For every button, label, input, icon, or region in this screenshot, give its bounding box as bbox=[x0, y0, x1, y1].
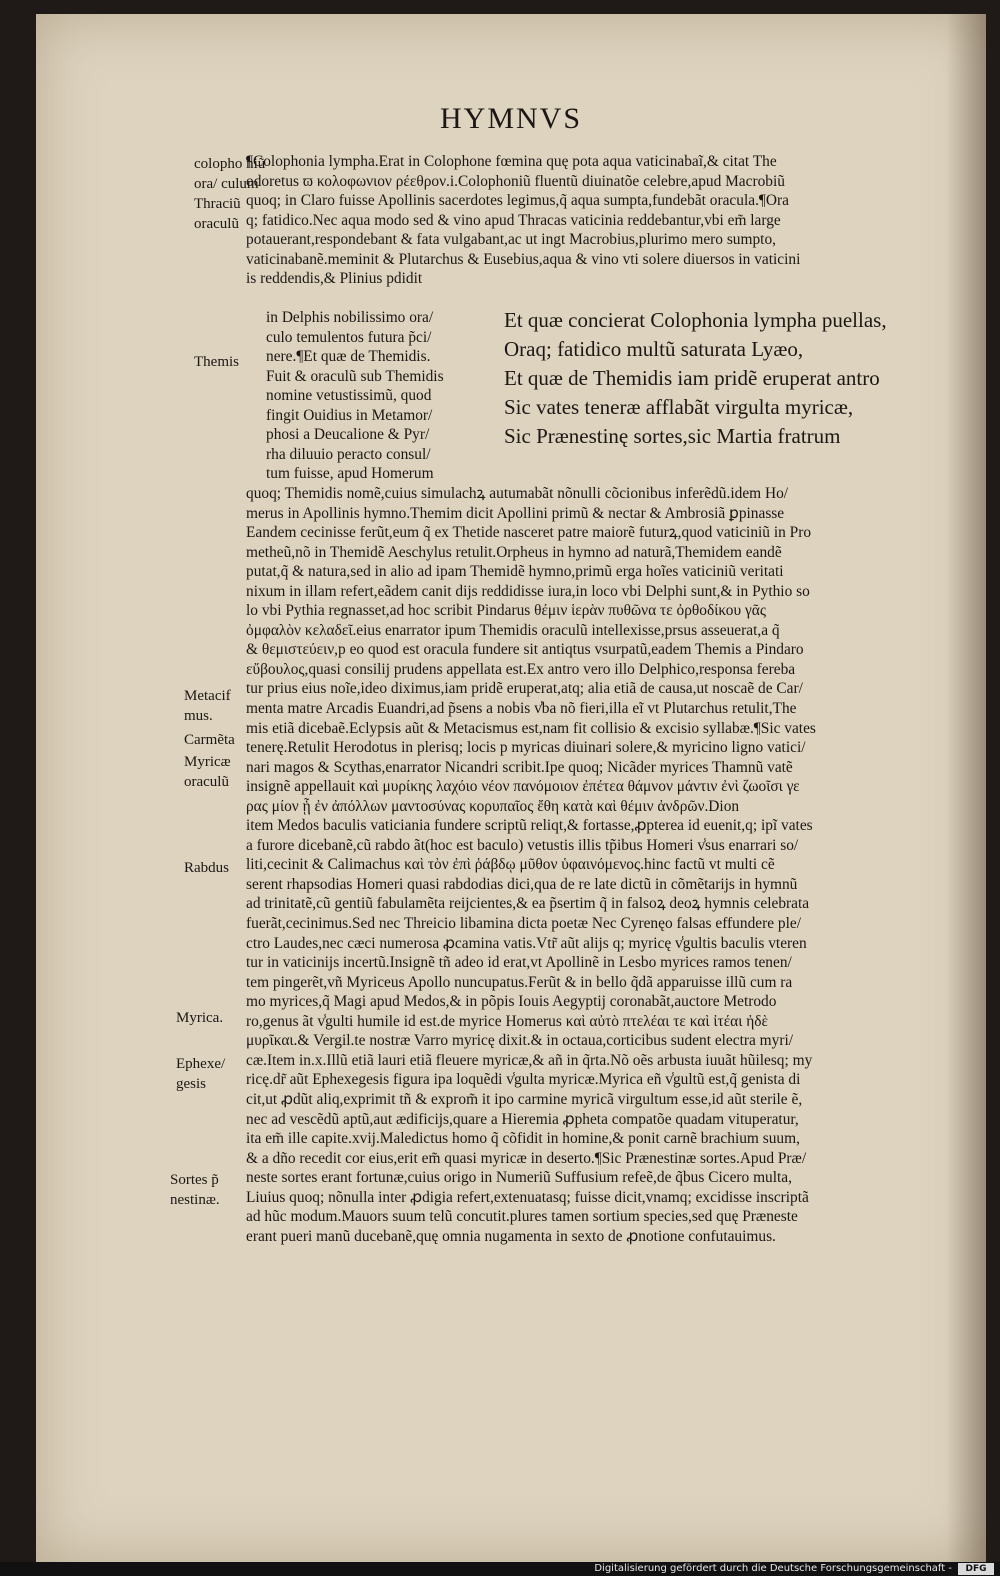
commentary-main bbox=[246, 484, 816, 1266]
commentary-line: ricę.dr̃ aũt Ephexegesis figura ipa loquẽdi v̾gulta myricæ.Myrica eñ v̾gultũ est,q̃ genista di bbox=[246, 1071, 801, 1089]
commentary-line: ¶Colophonia lympha.Erat in Colophone fœmina quę pota aqua vaticinabaĩ,& citat The bbox=[246, 153, 777, 170]
commentary-line: cæ.Item in.x.Illũ etiã lauri etiã fleuere myricæ,& añ in q̃rta.Nõ oẽs arbusta iuuãt hũilesq; my bbox=[246, 1051, 813, 1069]
gutter-shadow bbox=[946, 14, 986, 1562]
commentary-line: ad trinitatẽ,cũ gentiũ fabulamẽta reijcientes,& ea p̃sertim q̃ in falsoꝝ deoꝝ hymnis celebrata bbox=[246, 895, 810, 913]
commentary-line: vaticinabanẽ.meminit & Plutarchus & Eusebius,aqua & vino vti solere diuersos in vaticini bbox=[246, 250, 801, 268]
margin-note: Myrica. bbox=[176, 1010, 224, 1026]
margin-note: Carmẽta bbox=[184, 732, 235, 748]
commentary-line: tenerę.Retulit Herodotus in plerisq; locis p myricas diuinari solere,& myricino ligno vatici/ bbox=[246, 739, 806, 757]
commentary-line: is reddendis,& Plinius pdidit bbox=[246, 270, 423, 288]
commentary-line: q; fatidico.Nec aqua modo sed & vino apud Thracas vaticinia reddebantur,vbi em̃ large bbox=[246, 211, 781, 229]
commentary-line: ὀμφαλὸν κελαδεῖ.eius enarrator ipum Themidis oraculũ intellexisse,prsus asseuerat,a q̃ bbox=[246, 621, 780, 639]
margin-note: Myricæ oraculũ bbox=[184, 754, 231, 790]
running-head: HYMNVS bbox=[439, 102, 583, 135]
verse-line: Et quæ concierat Colophonia lympha puellas, bbox=[504, 308, 887, 332]
commentary-line: tem pingerẽt,vñ Myriceus Apollo nuncupatus.Ferũt & in bello q̃dã apparuisse illũ cum ra bbox=[246, 973, 793, 991]
commentary-line: & a dño recedit cor eius,erit em̃ quasi myricæ in deserto.¶Sic Prænestinæ sortes.Apud Præ/ bbox=[246, 1149, 807, 1167]
commentary-line: nere.¶Et quæ de Themidis. bbox=[266, 348, 431, 366]
commentary-line: in Delphis nobilissimo ora/ bbox=[266, 309, 434, 326]
commentary-line: rha diluuio peracto consul/ bbox=[266, 445, 431, 463]
margin-note: Sortes p̃ nestinæ. bbox=[170, 1172, 220, 1208]
commentary-line: neste sortes erant fortunæ,cuius origo in Numeriũ Suffusium refeẽ,de q̃bus Cicero multa, bbox=[246, 1169, 792, 1187]
commentary-line: menta matre Arcadis Euandri,ad p̃sens a nobis v̾ba nõ fieri,illa eĩ vt Plutarchus retulit,The bbox=[246, 700, 797, 718]
commentary-line: ρας μίον ᾗ ἐν ἀπόλλων μαντοσύνας κορυπαῖος ἔθη κατὰ καὶ θέμιν ἀνδρῶν.Dion bbox=[246, 797, 740, 815]
commentary-line: lo vbi Pythia regnasset,ad hoc scribit Pindarus θέμιν ἱερὰν πυθῶνα τε ὀρθοδίκου γᾶς bbox=[246, 602, 766, 620]
commentary-line: tum fuisse, apud Homerum bbox=[266, 465, 434, 483]
commentary-line: nec ad vescẽdũ aptũ,aut ædificijs,quare a Hieremia ꝓpheta compatõe quadam vituperatur, bbox=[246, 1110, 799, 1128]
funding-credit: Digitalisierung gefördert durch die Deutsche Forschungsgemeinschaft - bbox=[594, 1563, 952, 1574]
verse-line: Oraq; fatidico multũ saturata Lyæo, bbox=[504, 337, 804, 361]
commentary-line: mis etiã dicebaẽ.Eclypsis aũt & Metacismus est,nam fit collisio & excisio syllabæ.¶Sic vates bbox=[246, 719, 816, 737]
commentary-line bbox=[246, 1246, 816, 1266]
commentary-line: εὔβουλος,quasi consilij prudens appellata est.Ex antro vero illo Delphico,responsa fereba bbox=[246, 660, 796, 678]
commentary-line: tur prius eius noĩe,ideo diximus,iam pridẽ eruperat,atq; alia etiã de causa,ut noscaẽ de Car/ bbox=[246, 680, 803, 698]
commentary-line: & θεμιστεύειν,p eo quod est oracula fundere sit antiqtus vsurpatũ,eadem Themis a Pindaro bbox=[246, 641, 804, 659]
commentary-line: ita em̃ ille capite.xvij.Maledictus homo q̃ cõfidit in homine,& ponit carnẽ brachium suum, bbox=[246, 1130, 800, 1148]
commentary-line: insignẽ appellauit καὶ μυρίκης λαχόιο νέον πανόμοιον ἐπέτεα θάμνον μάντιν ἐνὶ ζωοῖσι γε bbox=[246, 778, 800, 796]
margin-note: Rabdus bbox=[184, 860, 229, 876]
commentary-line: Fuit & oraculũ sub Themidis bbox=[266, 367, 444, 385]
commentary-line: cit,ut ꝓdũt aliq,exprimit tñ & exprom̃ it ipo carmine myricã virgultum esse,id aũt sterile ẽ, bbox=[246, 1090, 803, 1108]
commentary-line: ad hũc modum.Mauors suum telũ concutit.plures tamen sortium species,sed quę Præneste bbox=[246, 1208, 798, 1226]
book-page bbox=[36, 14, 986, 1562]
commentary-line: liti,cecinit & Calimachus καὶ τὸν ἐπὶ ῥάβδῳ μῦθον ὑφαινόμενος.hinc factũ vt multi cẽ bbox=[246, 856, 775, 874]
commentary-line: fingit Ouidius in Metamor/ bbox=[266, 406, 433, 424]
commentary-narrow bbox=[266, 308, 444, 484]
verse-block bbox=[504, 306, 887, 451]
commentary-line: ctro Laudes,nec cæci numerosa ꝓcamina vatis.Vtr̃ aũt alijs q; myricę v̾gultis baculis vteren bbox=[246, 934, 807, 952]
commentary-line: serent rhapsodias Homeri quasi rabdodias dici,qua de re late dictũ in cõmẽtarijs in hymnũ bbox=[246, 875, 798, 893]
commentary-line: putat,q̃ & natura,sed in alio ad ipam Themidẽ hymno,primũ erga hoĩes vaticiniũ veritati bbox=[246, 563, 784, 581]
commentary-line: merus in Apollinis hymno.Themim dicit Apollini primũ & nectar & Ambrosiã ꝑpinasse bbox=[246, 504, 785, 522]
commentary-line: erant pueri manũ ducebanẽ,quę omnia nugamenta in sexto de ꝓnotione confutauimus. bbox=[246, 1227, 776, 1245]
commentary-line: potauerant,respondebant & fata vulgabant,ac ut ingt Macrobius,plurimo mero sumpto, bbox=[246, 231, 776, 249]
commentary-line: mo myrices,q̃ Magi apud Medos,& in põpis Iouis Aegyptij coronabãt,auctore Metrodo bbox=[246, 993, 777, 1011]
commentary-line: nomine vetustissimũ, quod bbox=[266, 387, 432, 405]
commentary-line: odoretus ϖ κολοφωνιον ρέεθρον.i.Colophoniũ fluentũ diuinatõe celebre,apud Macrobiũ bbox=[246, 172, 785, 190]
margin-note: colopho niũ ora/ culum Thraciũ oraculũ bbox=[194, 156, 266, 232]
commentary-line: nixum in illam refert,eãdem canit dijs reddidisse iura,in loco vbi Delphi sunt,& in Pythio so bbox=[246, 582, 810, 600]
dfg-logo: DFG bbox=[958, 1563, 994, 1575]
commentary-line: ro,genus ãt v̾gulti humile id est.de myrice Homerus καὶ αὐτὸ πτελέαι τε καὶ ἰτέαι ἠδὲ bbox=[246, 1012, 768, 1030]
commentary-line: Eandem cecinisse ferũt,eum q̃ ex Thetide nasceret patre maiorẽ futurꝝ,quod vaticiniũ in Pro bbox=[246, 524, 812, 542]
verse-line: Et quæ de Themidis iam pridẽ eruperat antro bbox=[504, 366, 880, 390]
commentary-line: a furore dicebanẽ,cũ rabdo ãt(hoc est baculo) vetustis illis tp̃ibus Homeri v̾sus enarrari so/ bbox=[246, 836, 799, 854]
commentary-line: fuerãt,cecinimus.Sed nec Threicio libamina dicta poetæ Nec Cyrenęo falsas effundere ple/ bbox=[246, 915, 801, 933]
commentary-top bbox=[246, 152, 800, 289]
commentary-line: phosi a Deucalione & Pyr/ bbox=[266, 426, 430, 444]
margin-note: Ephexe/ gesis bbox=[176, 1056, 226, 1092]
commentary-line: tur in vaticinijs incertũ.Insignẽ tñ adeo id erat,vt Apollinẽ in Lesbo myrices ramos tenen/ bbox=[246, 954, 792, 972]
commentary-line: quoq; in Claro fuisse Apollinis sacerdotes legimus,q̃ aqua sumpta,fundebãt oracula.¶Ora bbox=[246, 192, 789, 210]
commentary-line: nari magos & Scythas,enarrator Nicandri scribit.Ipe quoq; Nicãder myrices Thamnũ vatẽ bbox=[246, 758, 793, 776]
commentary-line: culo temulentos futura p̃ci/ bbox=[266, 328, 432, 346]
margin-note: Themis bbox=[194, 354, 239, 370]
commentary-line: quoq; Themidis nomẽ,cuius simulachꝝ autumabãt nõnulli cõcionibus inferẽdũ.idem Ho/ bbox=[246, 485, 789, 502]
verse-line: Sic vates teneræ afflabãt virgulta myricæ, bbox=[504, 395, 854, 419]
margin-note: Metacif mus. bbox=[184, 688, 231, 724]
commentary-line: μυρῖκαι.& Vergil.te nostræ Varro myricę dixit.& in octaua,corticibus sudent electra myri/ bbox=[246, 1032, 794, 1050]
commentary-line: Liuius quoq; nõnulla inter ꝓdigia refert,extenuatasq; fuisse dicit,vnamq; excidisse inscriptã bbox=[246, 1188, 809, 1206]
commentary-line: metheũ,nõ in Themidẽ Aeschylus retulit.Orpheus in hymno ad naturã,Themidem eandẽ bbox=[246, 543, 782, 561]
verse-line: Sic Prænestinę sortes,sic Martia fratrum bbox=[504, 424, 841, 448]
commentary-line: item Medos baculis vaticiania fundere scriptũ reliqt,& fortasse,ꝓpterea id euenit,q; ipĩ vates bbox=[246, 817, 813, 835]
